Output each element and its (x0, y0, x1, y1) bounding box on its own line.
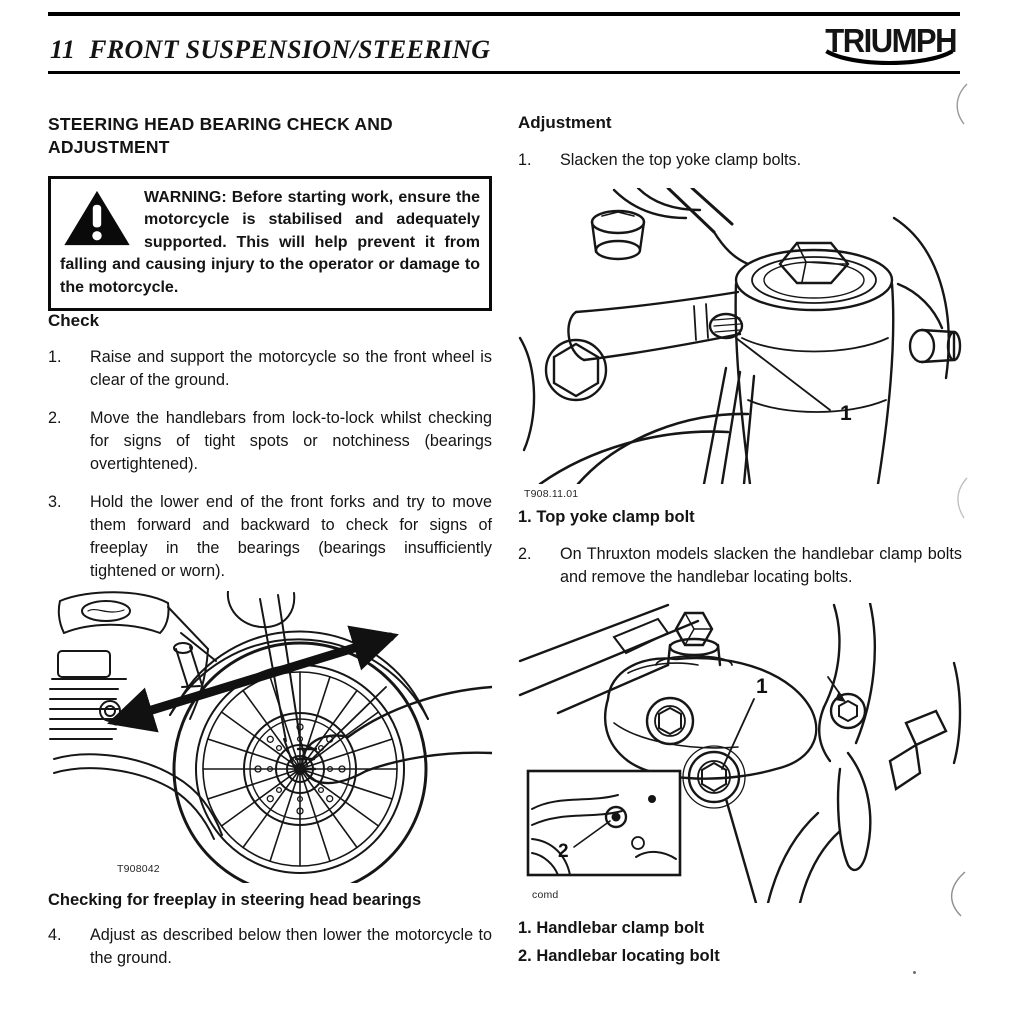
figure-handlebar-clamp (518, 603, 962, 903)
figure-top-yoke (518, 188, 962, 500)
handlebar-clamp-drawing (518, 603, 962, 903)
yoke-arm (568, 292, 742, 360)
triumph-logo (825, 23, 958, 65)
check-item-1 (48, 346, 492, 392)
triumph-logo-swoosh-icon (823, 49, 956, 65)
item-text: Raise and support the motorcycle so the front wheel is clear of the ground. (90, 348, 492, 390)
header-bottom-rule (48, 71, 960, 74)
freeplay-arrow-icon (116, 637, 390, 721)
chapter-heading (50, 35, 490, 65)
item-number: 2. (518, 545, 532, 563)
item-text: On Thruxton models slacken the handlebar clamp bolts and remove the handlebar locating bolts. (560, 545, 962, 586)
warning-text: WARNING: Before starting work, ensure the motorcycle is stabilised and adequately supported. This will help prevent it from falling and causing injury to the operator or damage to the motorcycle. (60, 188, 480, 296)
fork-cap-and-tube (736, 243, 894, 484)
lever-assembly (768, 603, 960, 903)
item-number: 3. (48, 493, 62, 512)
adjustment-heading: Adjustment (518, 113, 612, 132)
check-item-4 (48, 924, 492, 970)
item-number: 1. (48, 348, 62, 367)
figure-caption-2: 2. Handlebar locating bolt (518, 947, 720, 965)
figure-code: T908.11.01 (524, 488, 579, 500)
item-text: Hold the lower end of the front forks and try to move them forward and backward to check for signs of freeplay in the bearings (bearings insufficiently tightened or worn). (90, 493, 492, 581)
callout-1-label: 1 (840, 402, 852, 425)
right-column (518, 113, 962, 970)
motorcycle-front-end-drawing (48, 591, 492, 883)
chapter-number: 11 (50, 35, 76, 64)
item-text: Adjust as described below then lower the motorcycle to the ground. (90, 926, 492, 968)
callout-2-label: 2 (558, 841, 569, 862)
figure-freeplay-check (48, 591, 492, 883)
callout-1-label: 1 (756, 675, 768, 698)
item-number: 1. (518, 151, 532, 169)
figure-caption: 1. Top yoke clamp bolt (518, 508, 695, 526)
check-item-2 (48, 407, 492, 476)
item-number: 4. (48, 926, 62, 945)
inset-box (528, 771, 680, 875)
check-heading: Check (48, 311, 100, 331)
triumph-logo-text: TRIUMPH (825, 21, 956, 60)
item-text: Slacken the top yoke clamp bolts. (560, 151, 802, 169)
left-bolts (520, 211, 644, 450)
ink-dot (913, 971, 916, 974)
adjustment-item-1 (518, 149, 962, 172)
top-yoke-drawing (518, 188, 962, 484)
figure-caption-1: 1. Handlebar clamp bolt (518, 919, 705, 937)
chapter-title: FRONT SUSPENSION/STEERING (89, 35, 491, 64)
item-number: 2. (48, 409, 62, 428)
left-column (48, 113, 492, 970)
adjustment-item-2 (518, 543, 962, 589)
lower-fork-legs (540, 368, 754, 484)
section-title: STEERING HEAD BEARING CHECK AND ADJUSTMENT (48, 114, 393, 158)
figure-code: T908042 (114, 863, 163, 875)
warning-triangle-icon (62, 190, 132, 246)
check-item-3 (48, 491, 492, 583)
figure-code: comd (532, 889, 559, 901)
warning-box (48, 176, 492, 312)
page-header (48, 12, 960, 74)
callout-leader (722, 699, 754, 769)
figure-caption: Checking for freeplay in steering head bearings (48, 891, 422, 910)
cables (614, 188, 748, 264)
right-frame (894, 218, 960, 378)
item-text: Move the handlebars from lock-to-lock whilst checking for signs of tight spots or notchiness (bearings overtightened). (90, 409, 492, 474)
